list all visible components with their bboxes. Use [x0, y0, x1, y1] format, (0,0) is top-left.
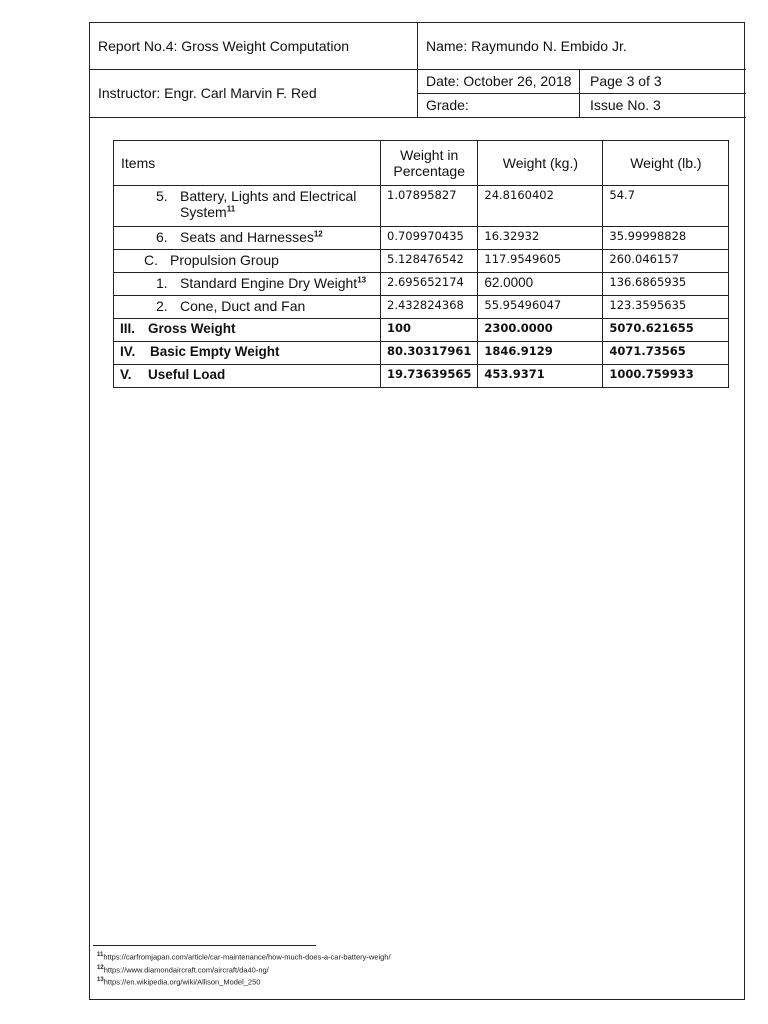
item-marker: 5.: [156, 188, 168, 204]
lb-cell: 54.7: [603, 186, 729, 227]
lb-cell: 136.6865935: [603, 273, 729, 296]
weights-table: [113, 140, 729, 388]
percentage-cell: 5.128476542: [381, 250, 478, 273]
kg-cell: 62.0000: [478, 273, 603, 296]
lb-cell: 260.046157: [603, 250, 729, 273]
kg-cell: 24.8160402: [478, 186, 603, 227]
percentage-cell: 1.07895827: [381, 186, 478, 227]
percentage-cell: 19.73639565: [381, 365, 478, 388]
item-label: Standard Engine Dry Weight: [180, 275, 358, 291]
footnote-separator: [93, 945, 316, 946]
footnotes: [97, 950, 391, 988]
report-date: Date: October 26, 2018: [426, 73, 572, 89]
item-label: Seats and Harnesses: [180, 229, 314, 245]
table-row: [114, 342, 729, 365]
lb-cell: 5070.621655: [603, 319, 729, 342]
kg-cell: 2300.0000: [478, 319, 603, 342]
percentage-cell: 2.432824368: [381, 296, 478, 319]
lb-cell: 4071.73565: [603, 342, 729, 365]
kg-cell: 453.9371: [478, 365, 603, 388]
item-cell: [114, 227, 381, 250]
footnote-item: [97, 950, 391, 963]
footnote-link[interactable]: https://en.wikipedia.org/wiki/Allison_Model_250: [103, 977, 261, 987]
item-cell: [114, 365, 381, 388]
item-label: Propulsion Group: [170, 252, 279, 268]
report-title: Report No.4: Gross Weight Computation: [98, 37, 350, 54]
footnote-link[interactable]: https://carfromjapan.com/article/car-maintenance/how-much-does-a-car-battery-weigh/: [103, 952, 391, 962]
table-row: [114, 296, 729, 319]
kg-cell: 1846.9129: [478, 342, 603, 365]
footnote-number: 12: [97, 964, 104, 971]
table-row: [114, 250, 729, 273]
item-marker: 1.: [156, 275, 168, 291]
item-marker: 6.: [156, 229, 168, 245]
table-row: [114, 227, 729, 250]
instructor-name: Instructor: Engr. Carl Marvin F. Red: [98, 85, 317, 101]
column-header-percentage: Weight in Percentage: [381, 141, 478, 186]
kg-cell: 117.9549605: [478, 250, 603, 273]
percentage-cell: 0.709970435: [381, 227, 478, 250]
item-marker: 2.: [156, 298, 168, 314]
footnote-ref: 12: [313, 229, 323, 239]
footnote-item: [97, 975, 391, 988]
report-header: [89, 22, 746, 118]
item-cell: [114, 319, 381, 342]
item-label: Cone, Duct and Fan: [180, 298, 306, 314]
item-label: Battery, Lights and Electrical: [180, 188, 357, 204]
table-row: [114, 186, 729, 227]
item-cell: [114, 273, 381, 296]
student-name: Name: Raymundo N. Embido Jr.: [426, 37, 627, 54]
table-header-row: [114, 141, 729, 186]
issue-number: Issue No. 3: [590, 97, 661, 113]
footnote-number: 13: [97, 977, 104, 983]
footnote-link[interactable]: https://www.diamondaircraft.com/aircraft/da40-ng/: [103, 965, 269, 974]
item-cell: [114, 186, 381, 227]
table-row: [114, 273, 729, 296]
column-header-lb: Weight (lb.): [603, 141, 729, 186]
footnote-ref: 11: [226, 204, 236, 214]
item-label: Gross Weight: [148, 321, 236, 336]
item-cell: [114, 296, 381, 319]
lb-cell: 35.99998828: [603, 227, 729, 250]
page-number: Page 3 of 3: [590, 73, 662, 89]
grade-label: Grade:: [426, 97, 469, 113]
kg-cell: 16.32932: [478, 227, 603, 250]
item-label-continued: System: [180, 204, 227, 220]
footnote-item: [97, 963, 391, 976]
table-row: [114, 319, 729, 342]
column-header-items: Items: [114, 141, 381, 186]
item-marker: V.: [120, 367, 132, 382]
footnote-ref: 13: [357, 275, 367, 285]
item-label: Basic Empty Weight: [150, 344, 280, 359]
kg-cell: 55.95496047: [478, 296, 603, 319]
item-cell: [114, 250, 381, 273]
item-marker: IV.: [120, 344, 136, 359]
item-cell: [114, 342, 381, 365]
item-label: Useful Load: [148, 367, 226, 382]
percentage-cell: 80.30317961: [381, 342, 478, 365]
footnote-number: 11: [97, 952, 104, 958]
item-marker: C.: [144, 252, 158, 268]
lb-cell: 1000.759933: [603, 365, 729, 388]
table-row: [114, 365, 729, 388]
percentage-cell: 2.695652174: [381, 273, 478, 296]
lb-cell: 123.3595635: [603, 296, 729, 319]
header-divider: [579, 69, 580, 117]
item-marker: III.: [120, 321, 136, 336]
percentage-cell: 100: [381, 319, 478, 342]
column-header-kg: Weight (kg.): [478, 141, 603, 186]
